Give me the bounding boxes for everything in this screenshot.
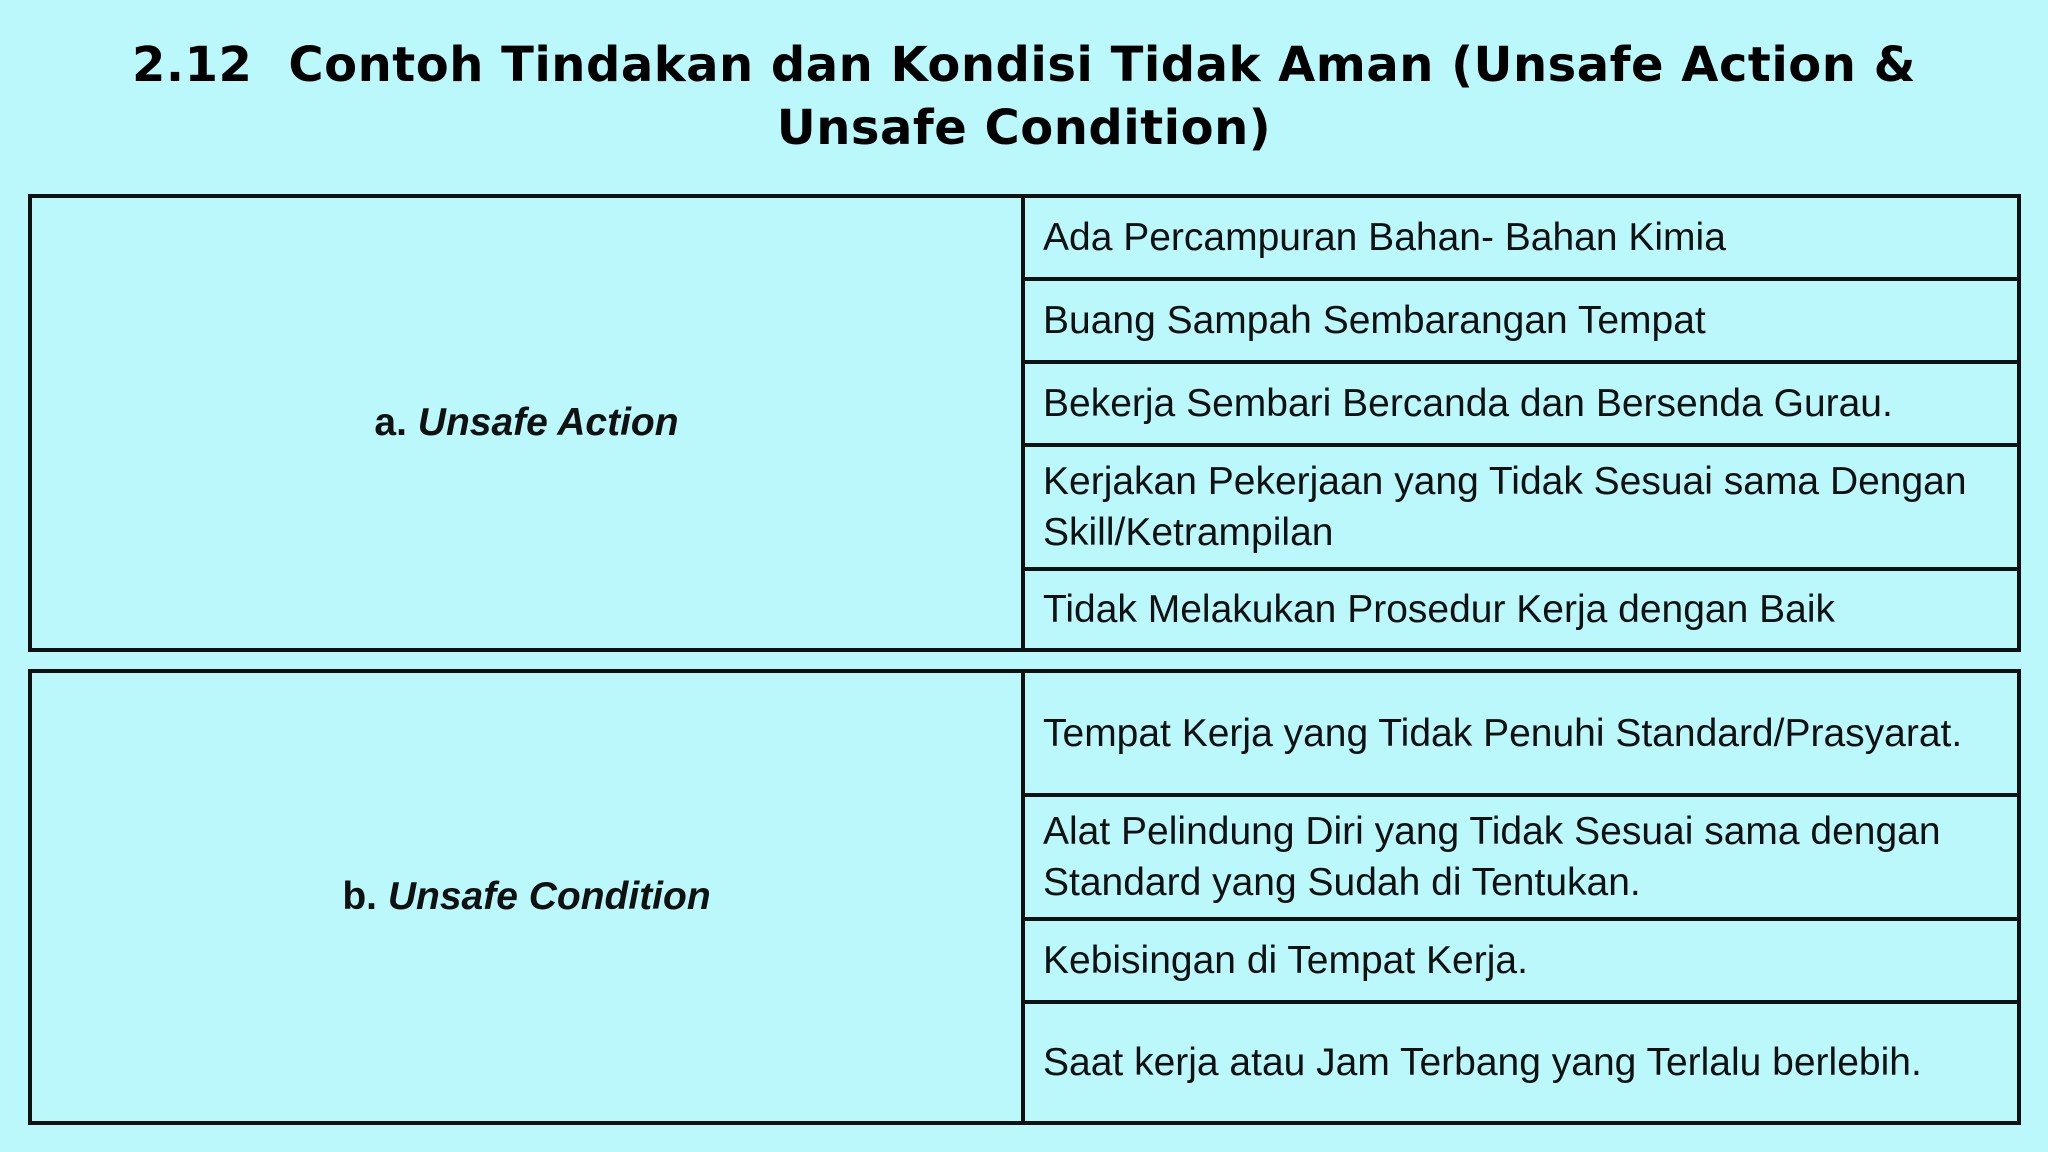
unsafe-action-prefix: a. bbox=[374, 401, 407, 444]
unsafe-action-item: Bekerja Sembari Bercanda dan Bersenda Gurau. bbox=[1025, 364, 2017, 447]
page-title bbox=[30, 34, 2018, 160]
unsafe-action-table bbox=[28, 194, 2021, 652]
unsafe-condition-item: Kebisingan di Tempat Kerja. bbox=[1025, 921, 2017, 1004]
unsafe-condition-label: Unsafe Condition bbox=[387, 875, 711, 918]
section-number: 2.12 bbox=[131, 37, 253, 93]
unsafe-condition-table bbox=[28, 669, 2021, 1125]
title-text: Contoh Tindakan dan Kondisi Tidak Aman (Unsafe Action & Unsafe Condition) bbox=[288, 37, 1917, 156]
unsafe-action-label: Unsafe Action bbox=[417, 401, 679, 444]
unsafe-condition-items bbox=[1025, 673, 2017, 1121]
unsafe-action-item: Tidak Melakukan Prosedur Kerja dengan Baik bbox=[1043, 588, 1835, 631]
unsafe-action-item: Buang Sampah Sembarangan Tempat bbox=[1025, 281, 2017, 364]
unsafe-action-item: Kerjakan Pekerjaan yang Tidak Sesuai sama Dengan Skill/Ketrampilan bbox=[1025, 447, 2017, 571]
unsafe-action-label-cell bbox=[32, 198, 1025, 648]
unsafe-condition-label-cell bbox=[32, 673, 1025, 1121]
unsafe-condition-item: Alat Pelindung Diri yang Tidak Sesuai sama dengan Standard yang Sudah di Tentukan. bbox=[1025, 797, 2017, 921]
unsafe-condition-item: Tempat Kerja yang Tidak Penuhi Standard/Prasyarat. bbox=[1025, 673, 2017, 797]
unsafe-condition-prefix: b. bbox=[342, 875, 377, 918]
unsafe-action-items bbox=[1025, 198, 2017, 648]
unsafe-condition-item: Saat kerja atau Jam Terbang yang Terlalu berlebih. bbox=[1043, 1041, 1922, 1084]
unsafe-action-item: Ada Percampuran Bahan- Bahan Kimia bbox=[1025, 198, 2017, 281]
